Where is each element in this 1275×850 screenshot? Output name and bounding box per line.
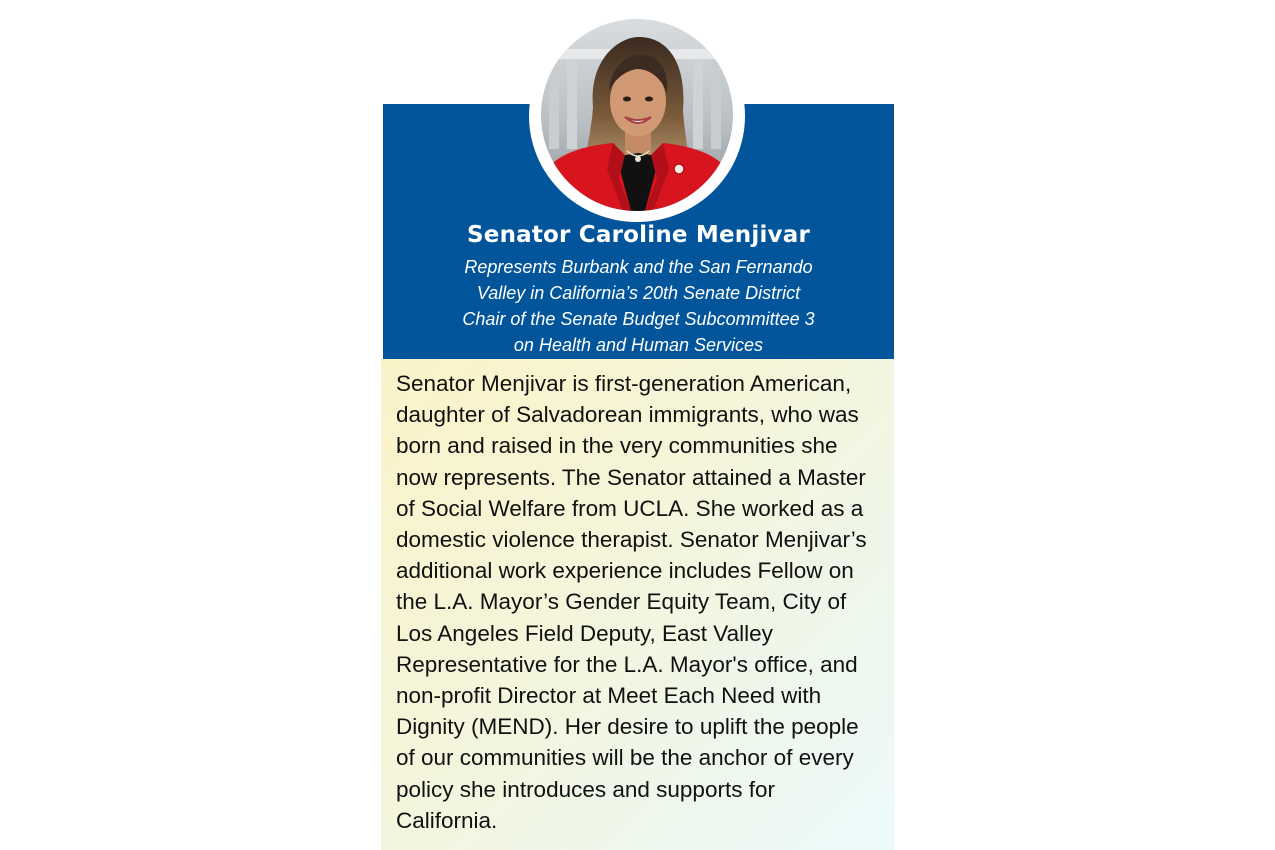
bio-line: additional work experience includes Fellow on bbox=[396, 558, 854, 584]
biography-text bbox=[396, 368, 891, 836]
bio-line: now represents. The Senator attained a Master bbox=[396, 464, 866, 490]
bio-line: domestic violence therapist. Senator Menjivar’s bbox=[396, 527, 867, 553]
role-line: Represents Burbank and the San Fernando bbox=[464, 257, 813, 277]
bio-line: Los Angeles Field Deputy, East Valley bbox=[396, 620, 773, 646]
bio-line: non-profit Director at Meet Each Need with bbox=[396, 683, 822, 709]
bio-line: of Social Welfare from UCLA. She worked as a bbox=[396, 495, 864, 521]
portrait-illustration bbox=[541, 19, 733, 211]
role-line: Valley in California’s 20th Senate District bbox=[476, 283, 801, 303]
bio-line: of our communities will be the anchor of every bbox=[396, 745, 854, 771]
role-line: Chair of the Senate Budget Subcommittee 3 bbox=[462, 309, 815, 329]
bio-line: Dignity (MEND). Her desire to uplift the people bbox=[396, 714, 859, 740]
bio-line: California. bbox=[396, 807, 498, 833]
bio-line: the L.A. Mayor’s Gender Equity Team, City of bbox=[396, 589, 847, 615]
senator-roles bbox=[383, 254, 894, 358]
bio-line: Representative for the L.A. Mayor's office, and bbox=[396, 651, 858, 677]
bio-line: daughter of Salvadorean immigrants, who was bbox=[396, 402, 859, 428]
bio-line: policy she introduces and supports for bbox=[396, 776, 775, 802]
senator-portrait bbox=[541, 19, 733, 211]
portrait-frame bbox=[529, 10, 745, 222]
senator-name: Senator Caroline Menjivar bbox=[467, 222, 810, 248]
bio-line: born and raised in the very communities she bbox=[396, 433, 838, 459]
role-line: on Health and Human Services bbox=[513, 335, 764, 355]
bio-line: Senator Menjivar is first-generation American, bbox=[396, 371, 852, 396]
